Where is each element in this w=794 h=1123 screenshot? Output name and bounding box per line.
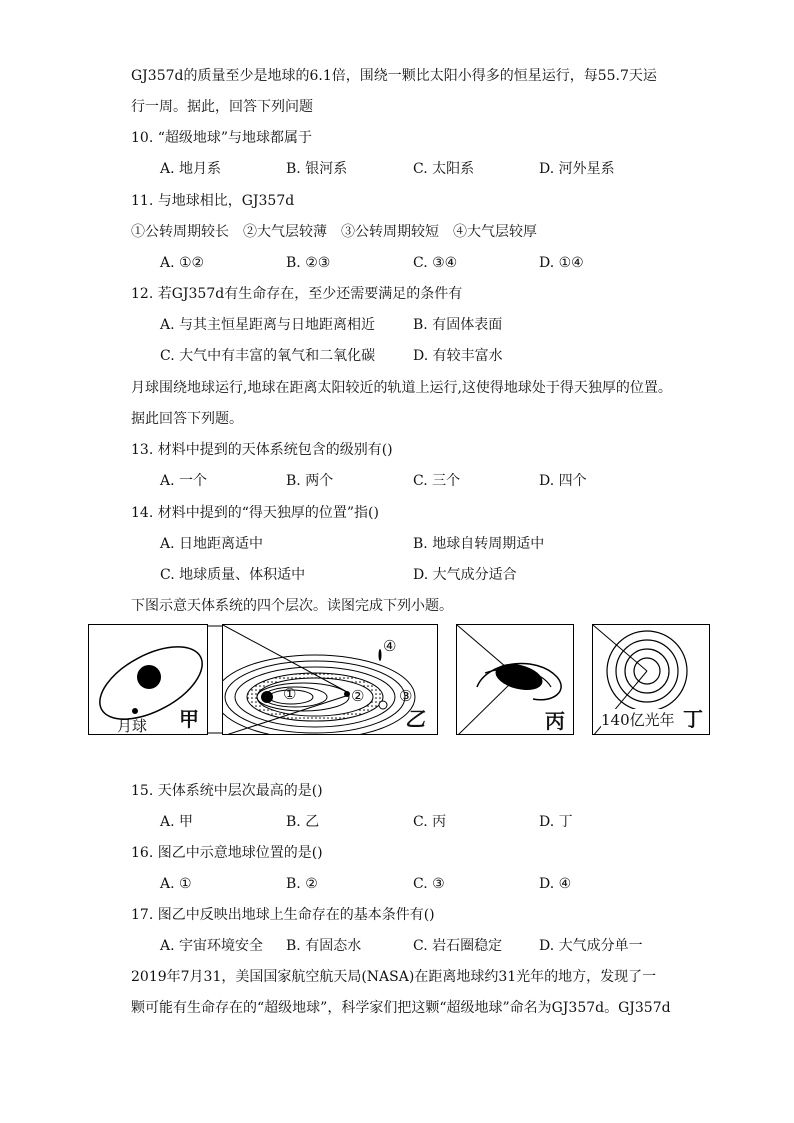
- panel-bing: [456, 624, 574, 735]
- q14-option-b[interactable]: B. 地球自转周期适中: [413, 536, 545, 552]
- panel-yi: [222, 624, 438, 735]
- marker-3: ③: [399, 687, 413, 705]
- figure-intro: 下图示意天体系统的四个层次。读图完成下列小题。: [131, 598, 453, 614]
- panel-ding-label: 丁: [683, 707, 703, 731]
- q11-option-c[interactable]: C. ③④: [413, 255, 458, 271]
- q11-option-b[interactable]: B. ②③: [286, 255, 331, 271]
- celestial-systems-figure: [88, 624, 710, 737]
- distance-label: 140亿光年: [601, 711, 675, 729]
- q14-option-d[interactable]: D. 大气成分适合: [413, 567, 517, 583]
- question-14-stem: 14. 材料中提到的“得天独厚的位置”指(): [131, 505, 379, 521]
- q15-option-b[interactable]: B. 乙: [286, 814, 320, 830]
- q13-option-d[interactable]: D. 四个: [539, 473, 587, 489]
- q14-option-c[interactable]: C. 地球质量、体积适中: [160, 567, 306, 583]
- moon-label: 月球: [117, 717, 148, 735]
- q12-option-c[interactable]: C. 大气中有丰富的氧气和二氧化碳: [160, 348, 376, 364]
- marker-1: ①: [283, 685, 297, 703]
- q13-option-c[interactable]: C. 三个: [413, 473, 461, 489]
- question-15-stem: 15. 天体系统中层次最高的是(): [131, 783, 323, 799]
- q17-option-b[interactable]: B. 有固态水: [286, 938, 362, 954]
- q13-option-a[interactable]: A. 一个: [160, 473, 208, 489]
- passage-line: 2019年7月31，美国国家航空航天局(NASA)在距离地球约31光年的地方，发现了一: [131, 969, 657, 985]
- q15-option-d[interactable]: D. 丁: [539, 814, 573, 830]
- marker-2: ②: [351, 687, 365, 705]
- question-13-stem: 13. 材料中提到的天体系统包含的级别有(): [131, 442, 393, 458]
- q15-option-a[interactable]: A. 甲: [160, 814, 194, 830]
- q10-option-a[interactable]: A. 地月系: [160, 161, 222, 177]
- panel-yi-label: 乙: [405, 707, 425, 731]
- question-17-stem: 17. 图乙中反映出地球上生命存在的基本条件有(): [131, 907, 435, 923]
- q10-option-c[interactable]: C. 太阳系: [413, 161, 475, 177]
- q16-option-a[interactable]: A. ①: [160, 876, 192, 892]
- question-16-stem: 16. 图乙中示意地球位置的是(): [131, 845, 323, 861]
- q13-option-b[interactable]: B. 两个: [286, 473, 334, 489]
- q15-option-c[interactable]: C. 丙: [413, 814, 447, 830]
- q17-option-a[interactable]: A. 宇宙环境安全: [160, 938, 264, 954]
- q10-option-d[interactable]: D. 河外星系: [539, 161, 615, 177]
- q12-option-d[interactable]: D. 有较丰富水: [413, 348, 503, 364]
- panel-ding: [592, 624, 710, 735]
- passage-line: 行一周。据此，回答下列问题: [131, 99, 313, 115]
- q10-option-b[interactable]: B. 银河系: [286, 161, 348, 177]
- q14-option-a[interactable]: A. 日地距离适中: [160, 536, 264, 552]
- q11-option-a[interactable]: A. ①②: [160, 255, 205, 271]
- q12-option-a[interactable]: A. 与其主恒星距离与日地距离相近: [160, 317, 376, 333]
- question-10-stem: 10. “超级地球”与地球都属于: [131, 130, 313, 146]
- marker-4: ④: [383, 637, 397, 655]
- passage-line: 据此回答下列题。: [131, 411, 243, 427]
- panel-jia: [88, 624, 208, 735]
- panel-jia-label: 甲: [179, 707, 199, 731]
- passage-line: 月球围绕地球运行,地球在距离太阳较近的轨道上运行,这使得地球处于得天独厚的位置。: [131, 380, 672, 396]
- q11-option-d[interactable]: D. ①④: [539, 255, 584, 271]
- q16-option-b[interactable]: B. ②: [286, 876, 318, 892]
- question-11-items: ①公转周期较长 ②大气层较薄 ③公转周期较短 ④大气层较厚: [131, 224, 537, 240]
- q12-option-b[interactable]: B. 有固体表面: [413, 317, 503, 333]
- question-11-stem: 11. 与地球相比，GJ357d: [131, 193, 295, 209]
- q17-option-c[interactable]: C. 岩石圈稳定: [413, 938, 503, 954]
- passage-line: 颗可能有生命存在的“超级地球”，科学家们把这颗“超级地球”命名为GJ357d。GJ357d: [131, 1000, 671, 1016]
- q16-option-c[interactable]: C. ③: [413, 876, 445, 892]
- panel-bing-label: 丙: [545, 709, 565, 733]
- passage-line: GJ357d的质量至少是地球的6.1倍，围绕一颗比太阳小得多的恒星运行，每55.7天运: [131, 68, 657, 84]
- question-12-stem: 12. 若GJ357d有生命存在，至少还需要满足的条件有: [131, 286, 463, 302]
- q17-option-d[interactable]: D. 大气成分单一: [539, 938, 643, 954]
- q16-option-d[interactable]: D. ④: [539, 876, 572, 892]
